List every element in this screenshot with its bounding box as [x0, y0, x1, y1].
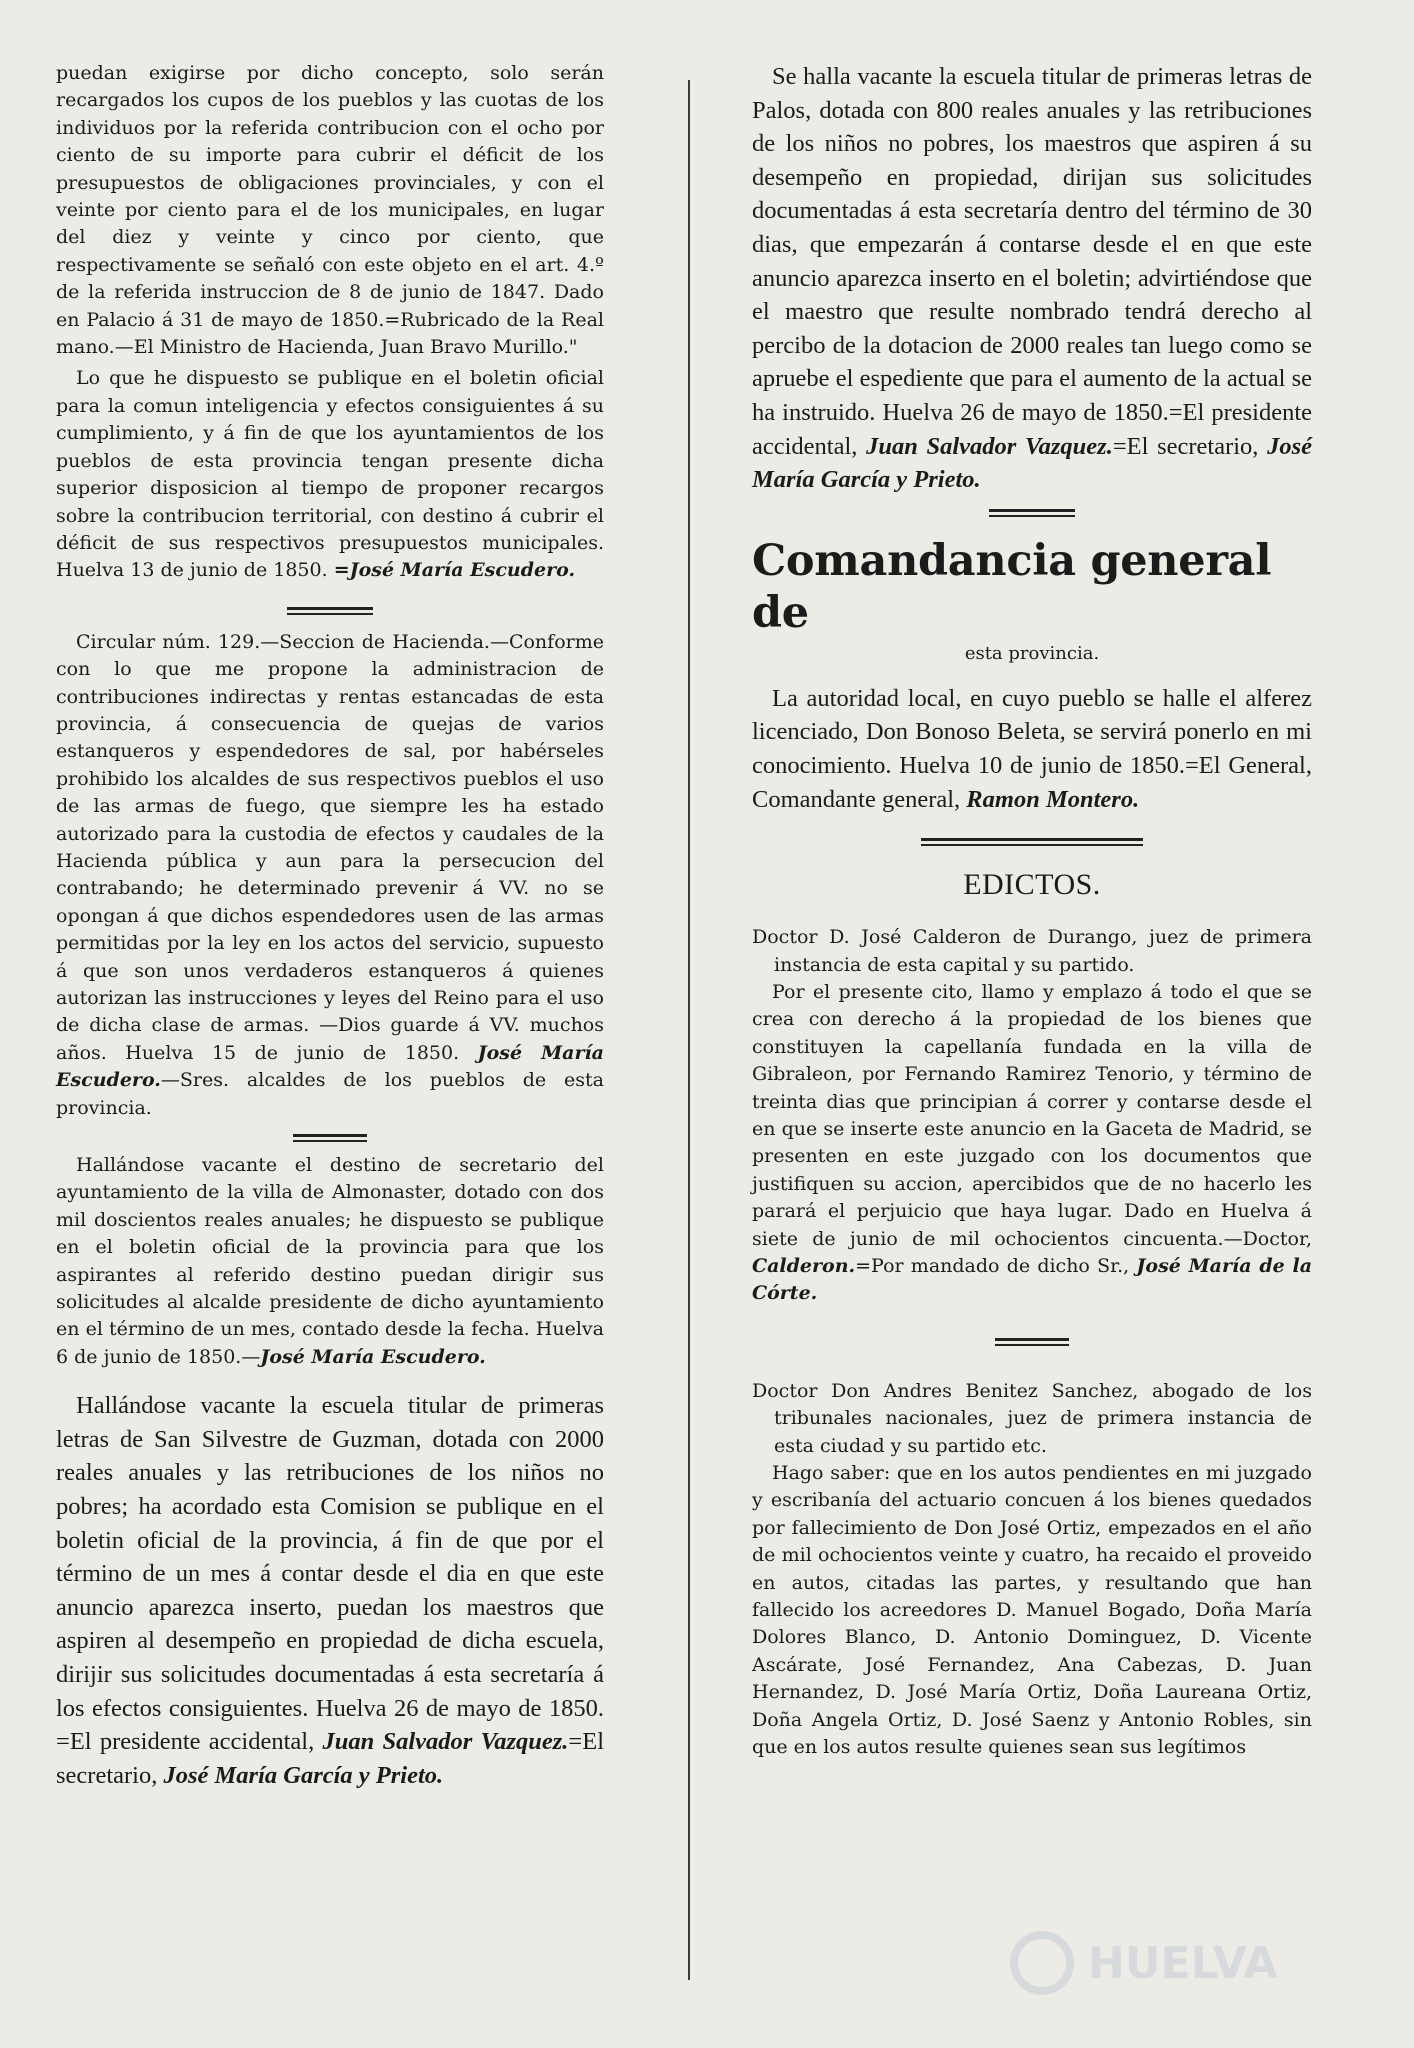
edict-2-body: Hago saber: que en los autos pendientes en mi juzgado y escribanía del actuario concuen á los bienes quedados por fallecimiento de Don José Ortiz, empezados en el año de mil ochocientos veinte y cuatro, ha recaido el proveido en autos, citadas las partes, y resultando que han fallecido los acreedores D. Manuel Bogado, Doña María Dolores Blanco, D. Antonio Dominguez, D. Vicente Ascárate, José Fernandez, Ana Cabezas, D. Juan Hernandez, D. José María Ortiz, Doña Laureana Ortiz, Doña Angela Ortiz, D. José Saenz y Antonio Robles, sin que en los autos resulte quienes sean sus legítimos: [752, 1462, 1312, 1759]
separator: [995, 1338, 1069, 1342]
signature: Calderon.: [752, 1254, 856, 1277]
publication-notice: Lo que he dispuesto se publique en el boletin oficial para la comun inteligencia y efectos consiguientes á su cumplimiento, y á fin de que los ayuntamientos de los pueblos de esta provincia tengan presente dicha superior disposicion al tiempo de proponer recargos sobre la contribucion territorial, con destino á cubrir el déficit de sus respectivos presupuestos municipales. Huelva 13 de junio de 1850. =José María Escudero.: [56, 367, 604, 582]
signature: José María Escudero.: [56, 1041, 604, 1092]
watermark-logo-icon: [1010, 1931, 1074, 1995]
signature: José María Escudero.: [260, 1345, 486, 1368]
almonaster-notice: Hallándose vacante el destino de secretario del ayuntamiento de la villa de Almonaster, dotado con dos mil doscientos reales anuales; he dispuesto se publique en el boletin oficial de la provincia para que los aspirantes al referido destino puedan dirigir sus solicitudes al alcalde presidente de dicho ayuntamiento en el término de un mes, contado desde la fecha. Huelva 6 de junio de 1850.—José María Escudero.: [56, 1154, 604, 1368]
archive-watermark: [1010, 1926, 1340, 2000]
signature: =José María Escudero.: [333, 559, 576, 582]
separator: [293, 1134, 367, 1138]
signature: José María de la Córte.: [752, 1254, 1313, 1305]
section-subheading: esta provincia.: [964, 642, 1100, 664]
signature: José María García y Prieto.: [163, 1761, 444, 1789]
signature: Juan Salvador Vazquez.: [866, 432, 1113, 460]
signature: Juan Salvador Vazquez.: [322, 1728, 569, 1756]
edictos-heading: EDICTOS.: [963, 868, 1101, 902]
circular-129: Circular núm. 129.—Seccion de Hacienda.—Conforme con lo que me propone la administracion de contribuciones indirectas y rentas estancadas de esta provincia, á consecuencia de quejas de varios estanqueros y espendedores de sal, por habérseles prohibido los alcaldes de sus respectivos pueblos el uso de las armas de fuego, que siempre les ha estado autorizado para la custodia de efectos y caudales de la Hacienda pública y aun para la persecucion del contrabando; he determinado prevenir á VV. no se opongan á que dichos espendedores usen de las armas permitidas por la ley en los actos del servicio, supuesto á que son unos verdaderos estanqueros á quienes autorizan las instrucciones y leyes del Reino para el uso de dicha clase de armas. —Dios guarde á VV. muchos años. Huelva 15 de junio de 1850. José María Escudero.—Sres. alcaldes de los pueblos de esta provincia.: [56, 630, 604, 1119]
decree-continuation: puedan exigirse por dicho concepto, solo serán recargados los cupos de los pueblos y las cuotas de los individuos por la referida contribucion con el ocho por ciento de su importe para cubrir el déficit de los presupuestos de obligaciones provinciales, y con el veinte por ciento para el de los municipales, en lugar del diez y veinte y cinco por ciento, que respectivamente se señaló con este objeto en el art. 4.º de la referida instruccion de 8 de junio de 1847. Dado en Palacio á 31 de mayo de 1850.=Rubricado de la Real mano.—El Ministro de Hacienda, Juan Bravo Murillo.": [56, 62, 604, 359]
signature: Ramon Montero.: [966, 785, 1140, 813]
separator: [989, 509, 1075, 513]
separator: [287, 607, 373, 611]
column-divider: [688, 80, 690, 1980]
san-silvestre-school-notice: Hallándose vacante la escuela titular de primeras letras de San Silvestre de Guzman, dotada con 2000 reales anuales y las retribuciones de los niños no pobres; ha acordado esta Comision se publique en el boletin oficial de la provincia, á fin de que por el término de un mes á contar desde el dia en que este anuncio aparezca inserto, puedan los maestros que aspiren al desempeño en propiedad de dicha escuela, dirijir sus solicitudes documentadas á esta secretaría á los efectos consiguientes. Huelva 26 de mayo de 1850. =El presidente accidental, Juan Salvador Vazquez.=El secretario, José María García y Prieto.: [56, 1392, 605, 1789]
section-heading: Comandancia general de: [752, 535, 1272, 638]
edict-2-heading: Doctor Don Andres Benitez Sanchez, abogado de los tribunales nacionales, juez de primera instancia de esta ciudad y su partido etc.: [752, 1379, 1312, 1457]
edict-1-heading: Doctor D. José Calderon de Durango, juez de primera instancia de esta capital y su partido.: [752, 926, 1312, 976]
right-column: [752, 60, 1312, 1761]
watermark-text: HUELVA: [1088, 1937, 1278, 1989]
edict-1-body: Por el presente cito, llamo y emplazo á todo el que se crea con derecho á la propiedad de los bienes que constituyen la capellanía fundada en la villa de Gibraleon, por Fernando Ramirez Tenorio, y término de treinta dias que principian á correr y contarse desde el en que se inserte este anuncio en la Gaceta de Madrid, se presenten en este juzgado con los documentos que justifiquen su accion, apercibidos que de no hacerlo les parará el perjuicio que haya lugar. Dado en Huelva á siete de junio de mil ochocientos cincuenta.—Doctor, Calderon.=Por mandado de dicho Sr., José María de la Córte.: [752, 980, 1313, 1305]
palos-school-notice: Se halla vacante la escuela titular de primeras letras de Palos, dotada con 800 reales anuales y las retribuciones de los niños no pobres, los maestros que aspiren á su desempeño en propiedad, dirijan sus solicitudes documentadas á esta secretaría dentro del término de 30 dias, que empezarán á contarse desde el en que este anuncio aparezca inserto en el boletin; advirtiéndose que el maestro que resulte nombrado tendrá derecho al percibo de la dotacion de 2000 reales tan luego como se apruebe el espediente que para el aumento de la actual se ha instruido. Huelva 26 de mayo de 1850.=El presidente accidental, Juan Salvador Vazquez.=El secretario, José María García y Prieto.: [752, 63, 1313, 494]
signature: José María García y Prieto.: [752, 432, 1313, 494]
comandancia-notice: La autoridad local, en cuyo pueblo se halle el alferez licenciado, Don Bonoso Beleta, se servirá ponerlo en mi conocimiento. Huelva 10 de junio de 1850.=El General, Comandante general, Ramon Montero.: [752, 684, 1312, 813]
separator: [921, 838, 1143, 842]
left-column: [56, 60, 604, 1792]
